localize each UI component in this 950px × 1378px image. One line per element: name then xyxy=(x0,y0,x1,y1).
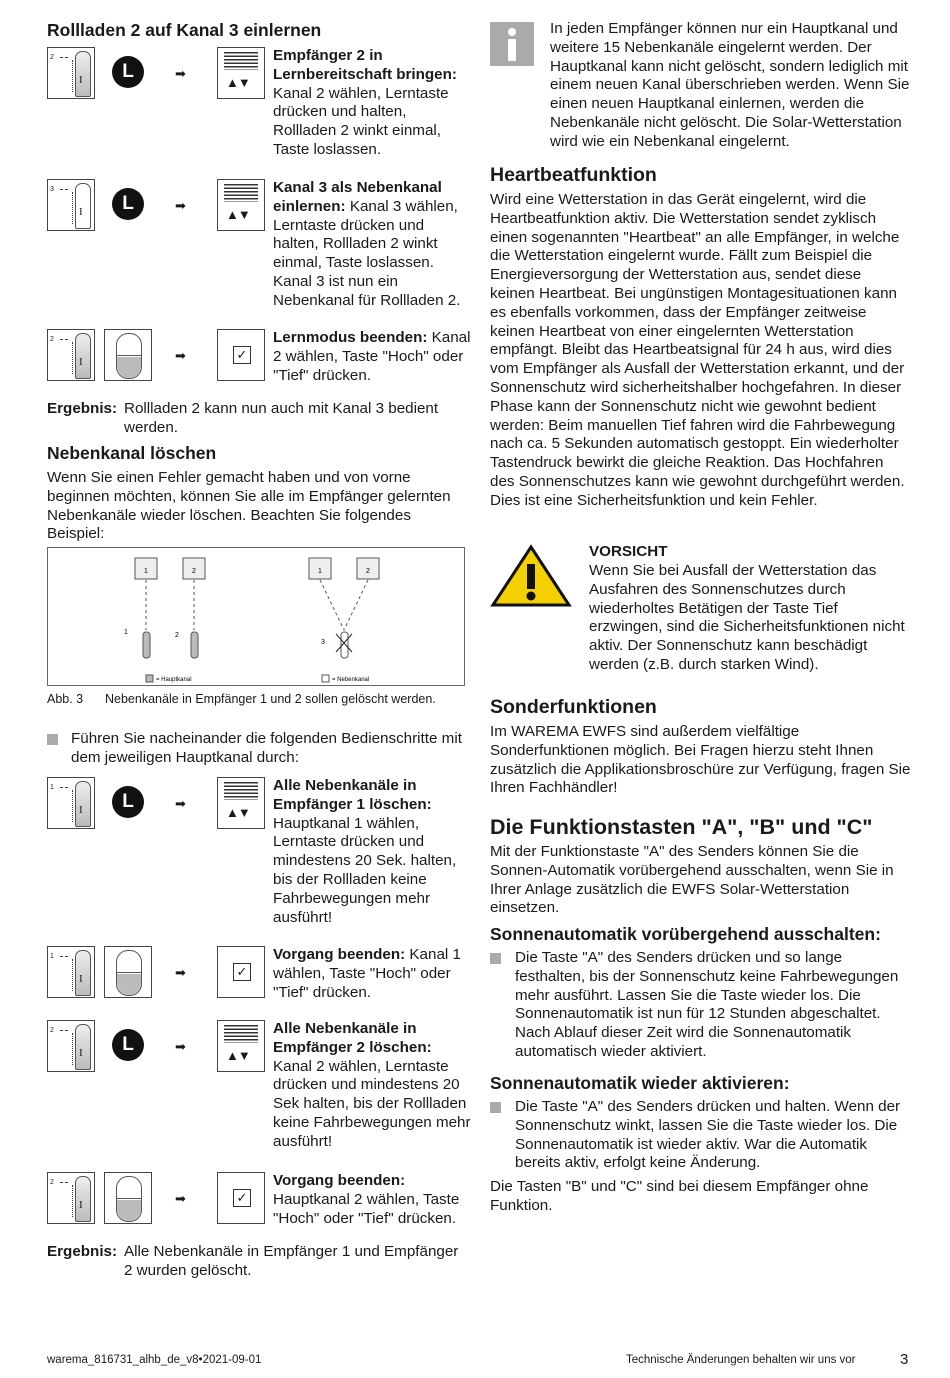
heartbeat-text: Wird eine Wetterstation in das Gerät eingelernt, wird die Heartbeatfunktion aktiv. Die Wetterstation sendet zyklisch einen sogenannten "Heartbeat" an alle Empfänger, in welche die Wetterstation eingelernt wurde. Fällt zum Beispiel die Energieversorgung der Wetterstation aus, sendet diese keinen Heartbeat. Bei ungünstigen Montagesituationen kann es ebenfalls vorkommen, dass der Empfänger zeitweise keinen Heartbeat von einer eingelernten Wetterstation empfängt. Bleibt das Heartbeatsignal für 24 h aus, wird dies vom Empfänger als Ausfall der Wetterstation erkannt, und der Sonnenschutz wird sicherheitshalber hochgefahren. In dieser Phase kann der Sonnenschutz nicht wie gewohnt bedient werden: Beim manuellen Tief fahren wird die Fahrbewegung nach ca. 5 Sekunden automatisch gestoppt. Ein wiederholter Tastendruck bewirkt die gleiche Reaktion. Das Hochfahren des Sonnenschutzes kann wie gewohnt durchgeführt werden. Dies ist eine Sicherheitsfunktion und kein Fehler. xyxy=(490,191,905,509)
figure-receiver-4-label: 2 xyxy=(366,568,370,575)
warning-title: VORSICHT xyxy=(589,543,668,560)
arrow-icon: ➡ xyxy=(175,348,186,363)
footer-note: Technische Änderungen behalten wir uns vor xyxy=(626,1354,856,1366)
remote-channel-icon: 2 I xyxy=(47,329,95,381)
figure-receiver-1-label: 1 xyxy=(144,568,148,575)
result-2: Ergebnis: Alle Nebenkanäle in Empfänger 1 und Empfänger 2 wurden gelöscht. xyxy=(47,1243,459,1279)
subsection-title-aktivieren: Sonnenautomatik wieder aktivieren: xyxy=(490,1073,790,1093)
bc-text: Die Tasten "B" und "C" sind bei diesem Empfänger ohne Funktion. xyxy=(490,1178,869,1214)
shutter-updown-icon: ▲▼ xyxy=(217,179,265,231)
arrow-icon: ➡ xyxy=(175,1191,186,1206)
step-description: Empfänger 2 in Lernbereitschaft bringen: Kanal 2 wählen, Lerntaste drücken und halten, Rollladen 2 winkt einmal, Taste loslassen. xyxy=(273,47,457,158)
page-number: 3 xyxy=(900,1351,909,1368)
figure-channel-1-label: 1 xyxy=(124,629,128,636)
step-description: Vorgang beenden: Kanal 1 wählen, Taste "Hoch" oder "Tief" drücken. xyxy=(273,946,461,1001)
checkmark-icon: ✓ xyxy=(217,329,265,381)
step-end-learnmode xyxy=(47,329,477,389)
rocker-updown-icon xyxy=(104,329,152,381)
section-intro: Wenn Sie einen Fehler gemacht haben und von vorne beginnen möchten, können Sie alle im Empfänger gelernten Nebenkanäle wieder löschen. Beachten Sie folgendes Beispiel: xyxy=(47,469,451,543)
step-end-receiver-2 xyxy=(47,1172,477,1232)
learn-button-icon: L xyxy=(104,1020,152,1072)
arrow-icon: ➡ xyxy=(175,1039,186,1054)
section-title-loeschen: Nebenkanal löschen xyxy=(47,443,217,463)
section-title-einlernen: Rollladen 2 auf Kanal 3 einlernen xyxy=(47,20,322,40)
learn-button-icon: L xyxy=(104,47,152,99)
shutter-updown-icon: ▲▼ xyxy=(217,1020,265,1072)
info-text: In jeden Empfänger können nur ein Hauptkanal und weitere 15 Nebenkanäle eingelernt werden. Der Hauptkanal kann nicht gelöscht, sondern lediglich mit einem neuen Kanal überschrieben werden. Wenn Sie einen neuen Hauptkanal einlernen, werden die Nebenkanäle nicht gelöscht. Die Solar-Wetterstation wird wie ein Nebenkanal eingelernt. xyxy=(550,20,910,150)
bullet-aktivieren: Die Taste "A" des Senders drücken und halten. Wenn der Sonnenschutz winkt, lassen Sie die Taste wieder los. Die Sonnenautomatik ist wieder aktiv. War die Automatik bereits aktiv, erfolgt keine Änderung. xyxy=(490,1098,910,1173)
arrow-icon: ➡ xyxy=(175,796,186,811)
figure-subchannel-example xyxy=(47,547,465,686)
remote-channel-icon: 1 I xyxy=(47,946,95,998)
funk-text: Mit der Funktionstaste "A" des Senders können Sie die Sonnen-Automatik vorübergehend ausschalten, wenn Sie in Ihrer Anlage zusätzlich die EWFS Solar-Wetterstation einsetzen. xyxy=(490,843,894,917)
figure-legend-sub: = Nebenkanal xyxy=(332,677,370,683)
figure-receiver-3-label: 1 xyxy=(318,568,322,575)
arrow-icon: ➡ xyxy=(175,66,186,81)
step-description: Alle Nebenkanäle in Empfänger 2 löschen: Kanal 2 wählen, Lerntaste drücken und mindestens 20 Sek halten, bis der Rollladen keine Fahrbewegungen mehr ausführt! xyxy=(273,1020,471,1150)
subsection-title-ausschalten: Sonnenautomatik vorübergehend ausschalten: xyxy=(490,924,881,944)
figure-caption: Abb. 3 Nebenkanäle in Empfänger 1 und 2 sollen gelöscht werden. xyxy=(47,692,436,706)
remote-channel-icon: 2 I xyxy=(47,1172,95,1224)
remote-channel-icon: 3 I xyxy=(47,179,95,231)
section-title-sonderfunktionen: Sonderfunktionen xyxy=(490,696,657,718)
figure-receiver-2-label: 2 xyxy=(192,568,196,575)
remote-channel-icon: 2 I xyxy=(47,1020,95,1072)
rocker-updown-icon xyxy=(104,1172,152,1224)
remote-channel-icon: 1 I xyxy=(47,777,95,829)
checkmark-icon: ✓ xyxy=(217,946,265,998)
bullet-square-icon xyxy=(490,1102,501,1113)
step-learn-ready xyxy=(47,47,477,167)
step-end-receiver-1 xyxy=(47,946,477,1006)
footer-docid: warema_816731_alhb_de_v8•2021-09-01 xyxy=(47,1354,262,1366)
warning-icon xyxy=(490,544,572,608)
figure-legend-main: = Hauptkanal xyxy=(156,677,192,683)
section-title-heartbeat: Heartbeatfunktion xyxy=(490,164,657,186)
result-1: Ergebnis: Rollladen 2 kann nun auch mit Kanal 3 bedient werden. xyxy=(47,400,439,436)
figure-channel-3-label: 3 xyxy=(321,639,325,646)
checkmark-icon: ✓ xyxy=(217,1172,265,1224)
shutter-updown-icon: ▲▼ xyxy=(217,777,265,829)
info-icon xyxy=(490,22,534,66)
learn-button-icon: L xyxy=(104,777,152,829)
figure-channel-2-label: 2 xyxy=(175,632,179,639)
step-delete-receiver-2 xyxy=(47,1020,477,1160)
step-description: Lernmodus beenden: Kanal 2 wählen, Taste "Hoch" oder "Tief" drücken. xyxy=(273,329,471,384)
bullet-square-icon xyxy=(490,953,501,964)
arrow-icon: ➡ xyxy=(175,965,186,980)
arrow-icon: ➡ xyxy=(175,198,186,213)
bullet-square-icon xyxy=(47,734,58,745)
section-title-funktionstasten: Die Funktionstasten "A", "B" und "C" xyxy=(490,815,873,839)
learn-button-icon: L xyxy=(104,179,152,231)
step-delete-receiver-1 xyxy=(47,777,477,927)
step-description: Vorgang beenden: Hauptkanal 2 wählen, Taste "Hoch" oder "Tief" drücken. xyxy=(273,1172,460,1227)
warning-text: Wenn Sie bei Ausfall der Wetterstation das Ausfahren des Sonnenschutzes durch wiederholtes Betätigen der Taste Tief erzwingen, sind die Sicherheitsfunktionen nicht aktiv. Der Sonnenschutz kann beschädigt werden (z.B. durch starken Wind). xyxy=(589,562,905,673)
bullet-ausschalten: Die Taste "A" des Senders drücken und so lange festhalten, bis der Sonnenschutz keine Fahrbewegungen mehr ausführt. Lassen Sie die Taste wieder los. Die Sonnenautomatik ist nun für 12 Stunden abgeschaltet. Nach Ablauf dieser Zeit wird die Sonnenautomatik automatisch wieder aktiviert. xyxy=(490,949,910,1062)
step-learn-subchannel xyxy=(47,179,477,309)
shutter-updown-icon: ▲▼ xyxy=(217,47,265,99)
rocker-updown-icon xyxy=(104,946,152,998)
step-description: Kanal 3 als Nebenkanal einlernen: Kanal 3 wählen, Lerntaste drücken und halten, Rollladen 2 winkt einmal, Taste loslassen. Kanal 3 ist nun ein Nebenkanal für Rollladen 2. xyxy=(273,179,461,309)
bullet-instruction: Führen Sie nacheinander die folgenden Bedienschritte mit dem jeweiligen Hauptkanal durch: xyxy=(47,730,465,768)
remote-channel-icon: 2 I xyxy=(47,47,95,99)
step-description: Alle Nebenkanäle in Empfänger 1 löschen: Hauptkanal 1 wählen, Lerntaste drücken und mindestens 20 Sek. halten, bis der Rollladen keine Fahrbewegungen mehr ausführt! xyxy=(273,777,457,926)
sonder-text: Im WAREMA EWFS sind außerdem vielfältige Sonderfunktionen möglich. Bei Fragen hierzu steht Ihnen zusätzlich die Applikationsbroschüre zur Verfügung, fragen Sie Ihren Fachhändler! xyxy=(490,723,911,797)
